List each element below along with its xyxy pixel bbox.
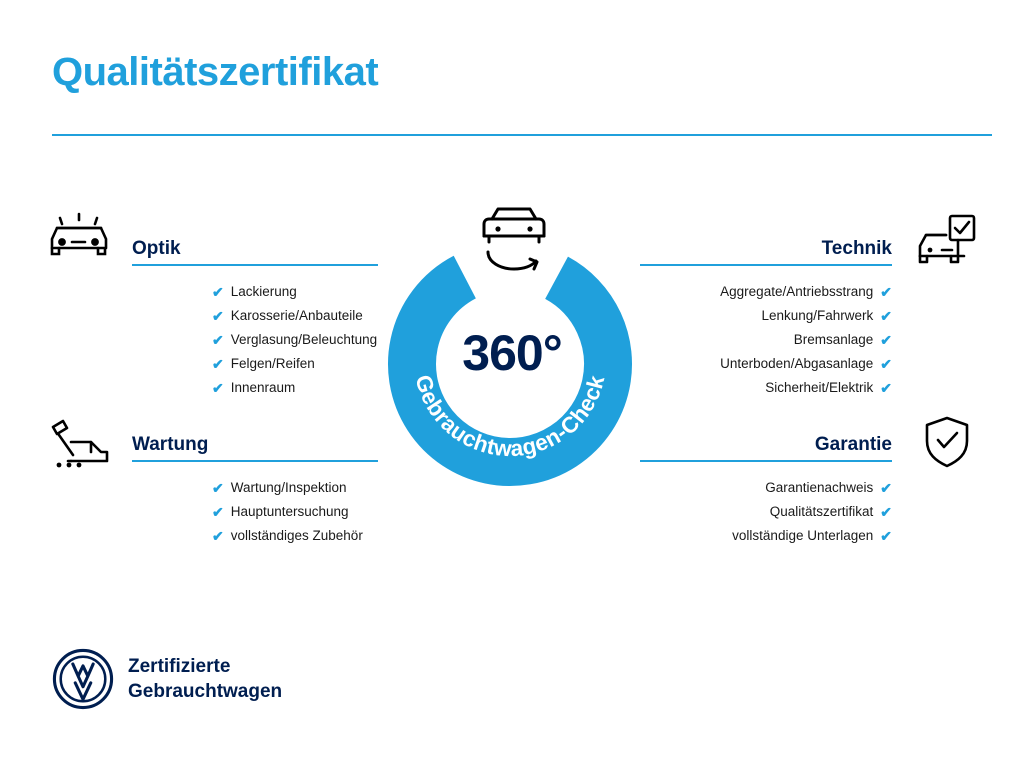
title-divider [52,134,992,136]
footer-brand [52,648,282,710]
list-item [640,500,892,524]
car-service-tool-icon [46,414,112,477]
list-item-label: Verglasung/Beleuchtung [230,332,378,347]
shield-check-icon [922,414,972,475]
list-item-label: Aggregate/Antriebsstrang [720,284,874,299]
list-item [640,476,892,500]
check-icon: ✔ [880,504,892,520]
section-header-garantie [640,428,892,462]
section-title: Technik [821,238,892,259]
arc-label-text: Gebrauchtwagen-Check [410,372,610,462]
section-title: Optik [132,238,181,259]
check-icon: ✔ [880,480,892,496]
check-icon: ✔ [880,308,892,324]
list-item-label: Innenraum [230,380,296,395]
list-item-label: Hauptuntersuchung [230,504,349,519]
list-item-label: Lackierung [230,284,297,299]
section-technik [640,232,892,400]
list-item-label: Unterboden/Abgasanlage [720,356,874,371]
section-header-technik [640,232,892,266]
check-icon: ✔ [212,380,224,396]
list-item-label: Garantienachweis [765,480,874,495]
section-header-wartung [132,428,378,462]
section-items [640,280,892,400]
badge-number: 360° [462,325,562,381]
section-wartung [132,428,378,548]
check-icon: ✔ [880,380,892,396]
list-item [212,376,378,400]
list-item [212,352,378,376]
check-icon: ✔ [880,356,892,372]
check-icon: ✔ [212,356,224,372]
footer-line-1: Zertifizierte [128,656,231,677]
list-item [640,304,892,328]
list-item [212,500,378,524]
car-check-icon [914,212,980,275]
list-item [640,376,892,400]
check-icon: ✔ [212,504,224,520]
check-icon: ✔ [212,308,224,324]
section-items [132,280,378,400]
list-item [212,476,378,500]
list-item-label: Qualitätszertifikat [769,504,874,519]
car-shine-icon [46,206,112,269]
section-items [640,476,892,548]
list-item [212,328,378,352]
check-icon: ✔ [880,284,892,300]
list-item-label: Lenkung/Fahrwerk [761,308,874,323]
vw-logo-icon [52,648,114,710]
list-item [212,280,378,304]
footer-text [128,654,282,704]
list-item-label: Felgen/Reifen [230,356,315,371]
center-badge [376,196,648,488]
list-item-label: Karosserie/Anbauteile [230,308,363,323]
section-divider [132,460,378,462]
list-item [212,524,378,548]
check-icon: ✔ [212,332,224,348]
list-item [640,328,892,352]
section-header-optik [132,232,378,266]
check-icon: ✔ [880,528,892,544]
list-item [640,524,892,548]
section-items [132,476,378,548]
section-title: Wartung [132,434,209,455]
list-item-label: vollständige Unterlagen [732,528,874,543]
footer-line-2: Gebrauchtwagen [128,681,283,702]
list-item-label: Sicherheit/Elektrik [765,380,874,395]
list-item-label: Wartung/Inspektion [230,480,347,495]
list-item [640,280,892,304]
list-item-label: vollständiges Zubehör [230,528,363,543]
list-item [640,352,892,376]
section-optik [132,232,378,400]
section-title: Garantie [814,434,892,455]
list-item [212,304,378,328]
section-divider [640,264,892,266]
check-icon: ✔ [880,332,892,348]
check-icon: ✔ [212,528,224,544]
section-divider [132,264,378,266]
page-title: Qualitätszertifikat [52,50,379,94]
section-divider [640,460,892,462]
check-icon: ✔ [212,284,224,300]
list-item-label: Bremsanlage [793,332,874,347]
check-icon: ✔ [212,480,224,496]
section-garantie [640,428,892,548]
